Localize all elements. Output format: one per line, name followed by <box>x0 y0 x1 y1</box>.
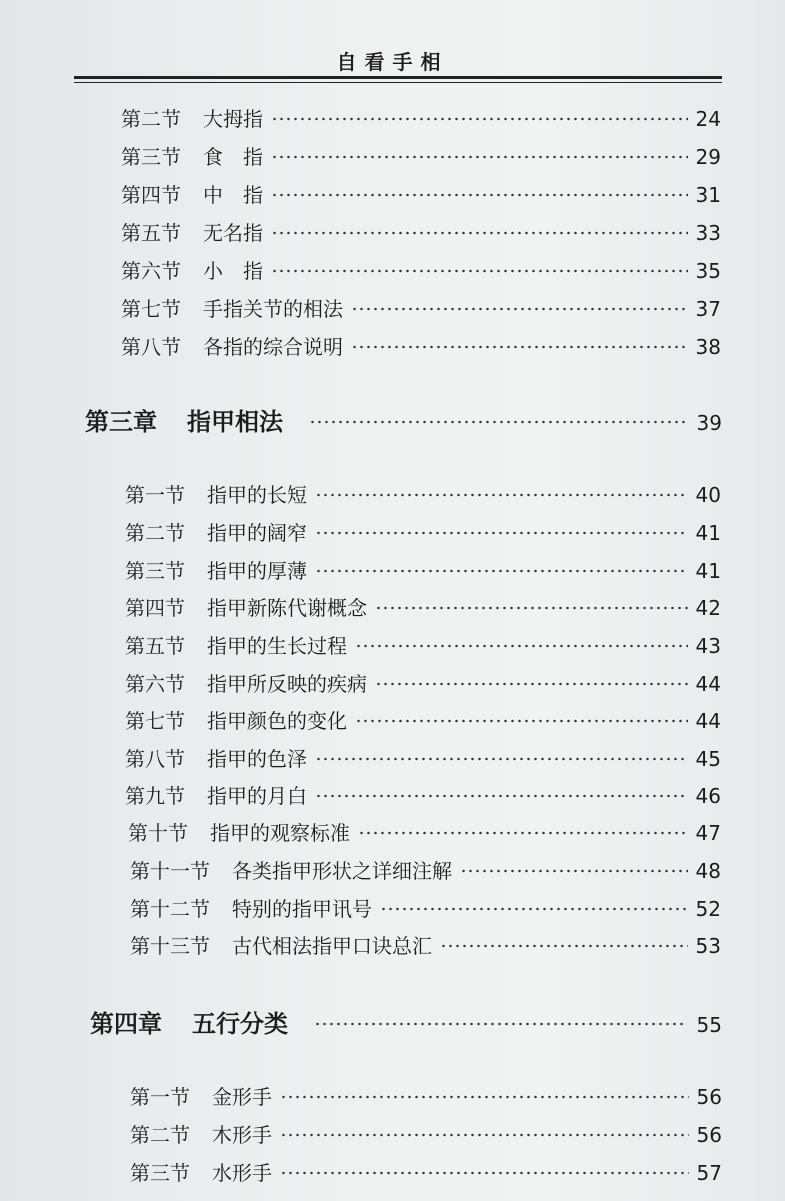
section-label: 第三节 <box>121 145 181 169</box>
dot-leader <box>355 719 688 723</box>
section-label: 第二节 <box>125 521 185 545</box>
section-label: 第五节 <box>121 221 181 245</box>
section-title: 食 指 <box>203 145 263 169</box>
section-label: 第十三节 <box>130 934 210 958</box>
dot-leader <box>315 531 688 535</box>
page-number: 57 <box>696 1161 722 1185</box>
section-label: 第三节 <box>125 559 185 583</box>
header-rule-thick <box>74 76 722 79</box>
section-title: 指甲所反映的疾病 <box>207 672 367 696</box>
running-header: 自看手相 <box>336 50 449 74</box>
section-label: 第六节 <box>121 259 181 283</box>
section-title: 大拇指 <box>203 107 263 131</box>
section-label: 第七节 <box>125 709 185 733</box>
page-number: 48 <box>695 859 721 883</box>
section-label: 第七节 <box>121 297 181 321</box>
section-title: 水形手 <box>212 1161 272 1185</box>
page-number: 46 <box>695 784 721 808</box>
section-label: 第十节 <box>128 821 188 845</box>
page-number: 44 <box>695 672 721 696</box>
section-title: 小 指 <box>203 259 263 283</box>
section-label: 第十二节 <box>130 897 210 921</box>
chapter-title: 指甲相法 <box>187 407 283 436</box>
dot-leader <box>271 155 688 159</box>
toc-entry <box>125 707 721 735</box>
section-label: 第九节 <box>125 784 185 808</box>
section-title: 古代相法指甲口诀总汇 <box>232 934 432 958</box>
dot-leader <box>280 1171 689 1175</box>
section-title: 特别的指甲讯号 <box>232 897 372 921</box>
dot-leader <box>375 606 688 610</box>
chapter-label: 第三章 <box>85 407 157 436</box>
toc-entry <box>125 745 721 773</box>
toc-entry <box>128 819 721 847</box>
dot-leader <box>315 569 688 573</box>
page-number: 33 <box>695 221 721 245</box>
section-label: 第二节 <box>121 107 181 131</box>
dot-leader <box>355 644 688 648</box>
page-number: 52 <box>695 897 721 921</box>
toc-entry <box>121 295 721 323</box>
dot-leader <box>315 794 688 798</box>
section-label: 第一节 <box>125 483 185 507</box>
dot-leader <box>351 307 688 311</box>
page-number: 56 <box>696 1123 722 1147</box>
section-title: 指甲的月白 <box>207 784 307 808</box>
toc-entry <box>125 782 721 810</box>
page-number: 44 <box>695 709 721 733</box>
section-title: 指甲的厚薄 <box>207 559 307 583</box>
section-label: 第八节 <box>121 335 181 359</box>
section-title: 指甲的观察标准 <box>210 821 350 845</box>
toc-entry <box>121 181 721 209</box>
section-title: 中 指 <box>203 183 263 207</box>
page-number: 41 <box>695 559 721 583</box>
section-title: 金形手 <box>212 1085 272 1109</box>
dot-leader <box>440 944 688 948</box>
section-title: 指甲的长短 <box>207 483 307 507</box>
section-title: 无名指 <box>203 221 263 245</box>
section-title: 手指关节的相法 <box>203 297 343 321</box>
toc-entry <box>125 594 721 622</box>
section-label: 第四节 <box>121 183 181 207</box>
section-title: 各指的综合说明 <box>203 335 343 359</box>
section-title: 指甲的生长过程 <box>207 634 347 658</box>
section-title: 指甲颜色的变化 <box>207 709 347 733</box>
chapter-heading <box>90 1008 722 1040</box>
section-label: 第三节 <box>130 1161 190 1185</box>
section-label: 第二节 <box>130 1123 190 1147</box>
chapter-title: 五行分类 <box>192 1009 288 1038</box>
section-label: 第一节 <box>130 1085 190 1109</box>
page-number: 47 <box>695 821 721 845</box>
header-rule-thin <box>74 82 722 83</box>
dot-leader <box>280 1133 689 1137</box>
page-number: 35 <box>695 259 721 283</box>
section-title: 指甲的色泽 <box>207 747 307 771</box>
dot-leader <box>271 117 688 121</box>
page-number: 40 <box>695 483 721 507</box>
toc-entry <box>125 481 721 509</box>
toc-entry <box>121 143 721 171</box>
toc-entry <box>130 1159 722 1187</box>
dot-leader <box>280 1095 689 1099</box>
section-title: 指甲的阔窄 <box>207 521 307 545</box>
toc-entry <box>125 519 721 547</box>
dot-leader <box>380 907 688 911</box>
toc-entry <box>121 257 721 285</box>
page-number: 29 <box>695 145 721 169</box>
page-number: 38 <box>695 335 721 359</box>
dot-leader <box>315 493 688 497</box>
page-number: 42 <box>695 596 721 620</box>
page-number: 39 <box>696 411 722 435</box>
page-number: 55 <box>696 1013 722 1037</box>
chapter-label: 第四章 <box>90 1009 162 1038</box>
dot-leader <box>309 420 687 424</box>
section-label: 第十一节 <box>130 859 210 883</box>
dot-leader <box>358 831 688 835</box>
toc-entry <box>130 895 721 923</box>
toc-entry <box>121 333 721 361</box>
toc-entry <box>125 632 721 660</box>
toc-entry <box>130 1121 722 1149</box>
page-number: 53 <box>695 934 721 958</box>
section-label: 第八节 <box>125 747 185 771</box>
toc-entry <box>121 105 721 133</box>
section-title: 木形手 <box>212 1123 272 1147</box>
chapter-heading <box>85 406 722 438</box>
toc-entry <box>130 857 721 885</box>
page-number: 43 <box>695 634 721 658</box>
toc-entry <box>130 932 721 960</box>
dot-leader <box>460 869 688 873</box>
dot-leader <box>271 231 688 235</box>
dot-leader <box>375 682 688 686</box>
dot-leader <box>314 1022 687 1026</box>
page-number: 41 <box>695 521 721 545</box>
page-number: 24 <box>695 107 721 131</box>
page-number: 37 <box>695 297 721 321</box>
section-label: 第六节 <box>125 672 185 696</box>
page-number: 31 <box>695 183 721 207</box>
section-label: 第五节 <box>125 634 185 658</box>
toc-entry <box>121 219 721 247</box>
section-label: 第四节 <box>125 596 185 620</box>
section-title: 指甲新陈代谢概念 <box>207 596 367 620</box>
dot-leader <box>271 269 688 273</box>
page-number: 45 <box>695 747 721 771</box>
section-title: 各类指甲形状之详细注解 <box>232 859 452 883</box>
dot-leader <box>351 345 688 349</box>
page-number: 56 <box>696 1085 722 1109</box>
dot-leader <box>271 193 688 197</box>
toc-entry <box>130 1083 722 1111</box>
toc-entry <box>125 670 721 698</box>
dot-leader <box>315 757 688 761</box>
toc-entry <box>125 557 721 585</box>
